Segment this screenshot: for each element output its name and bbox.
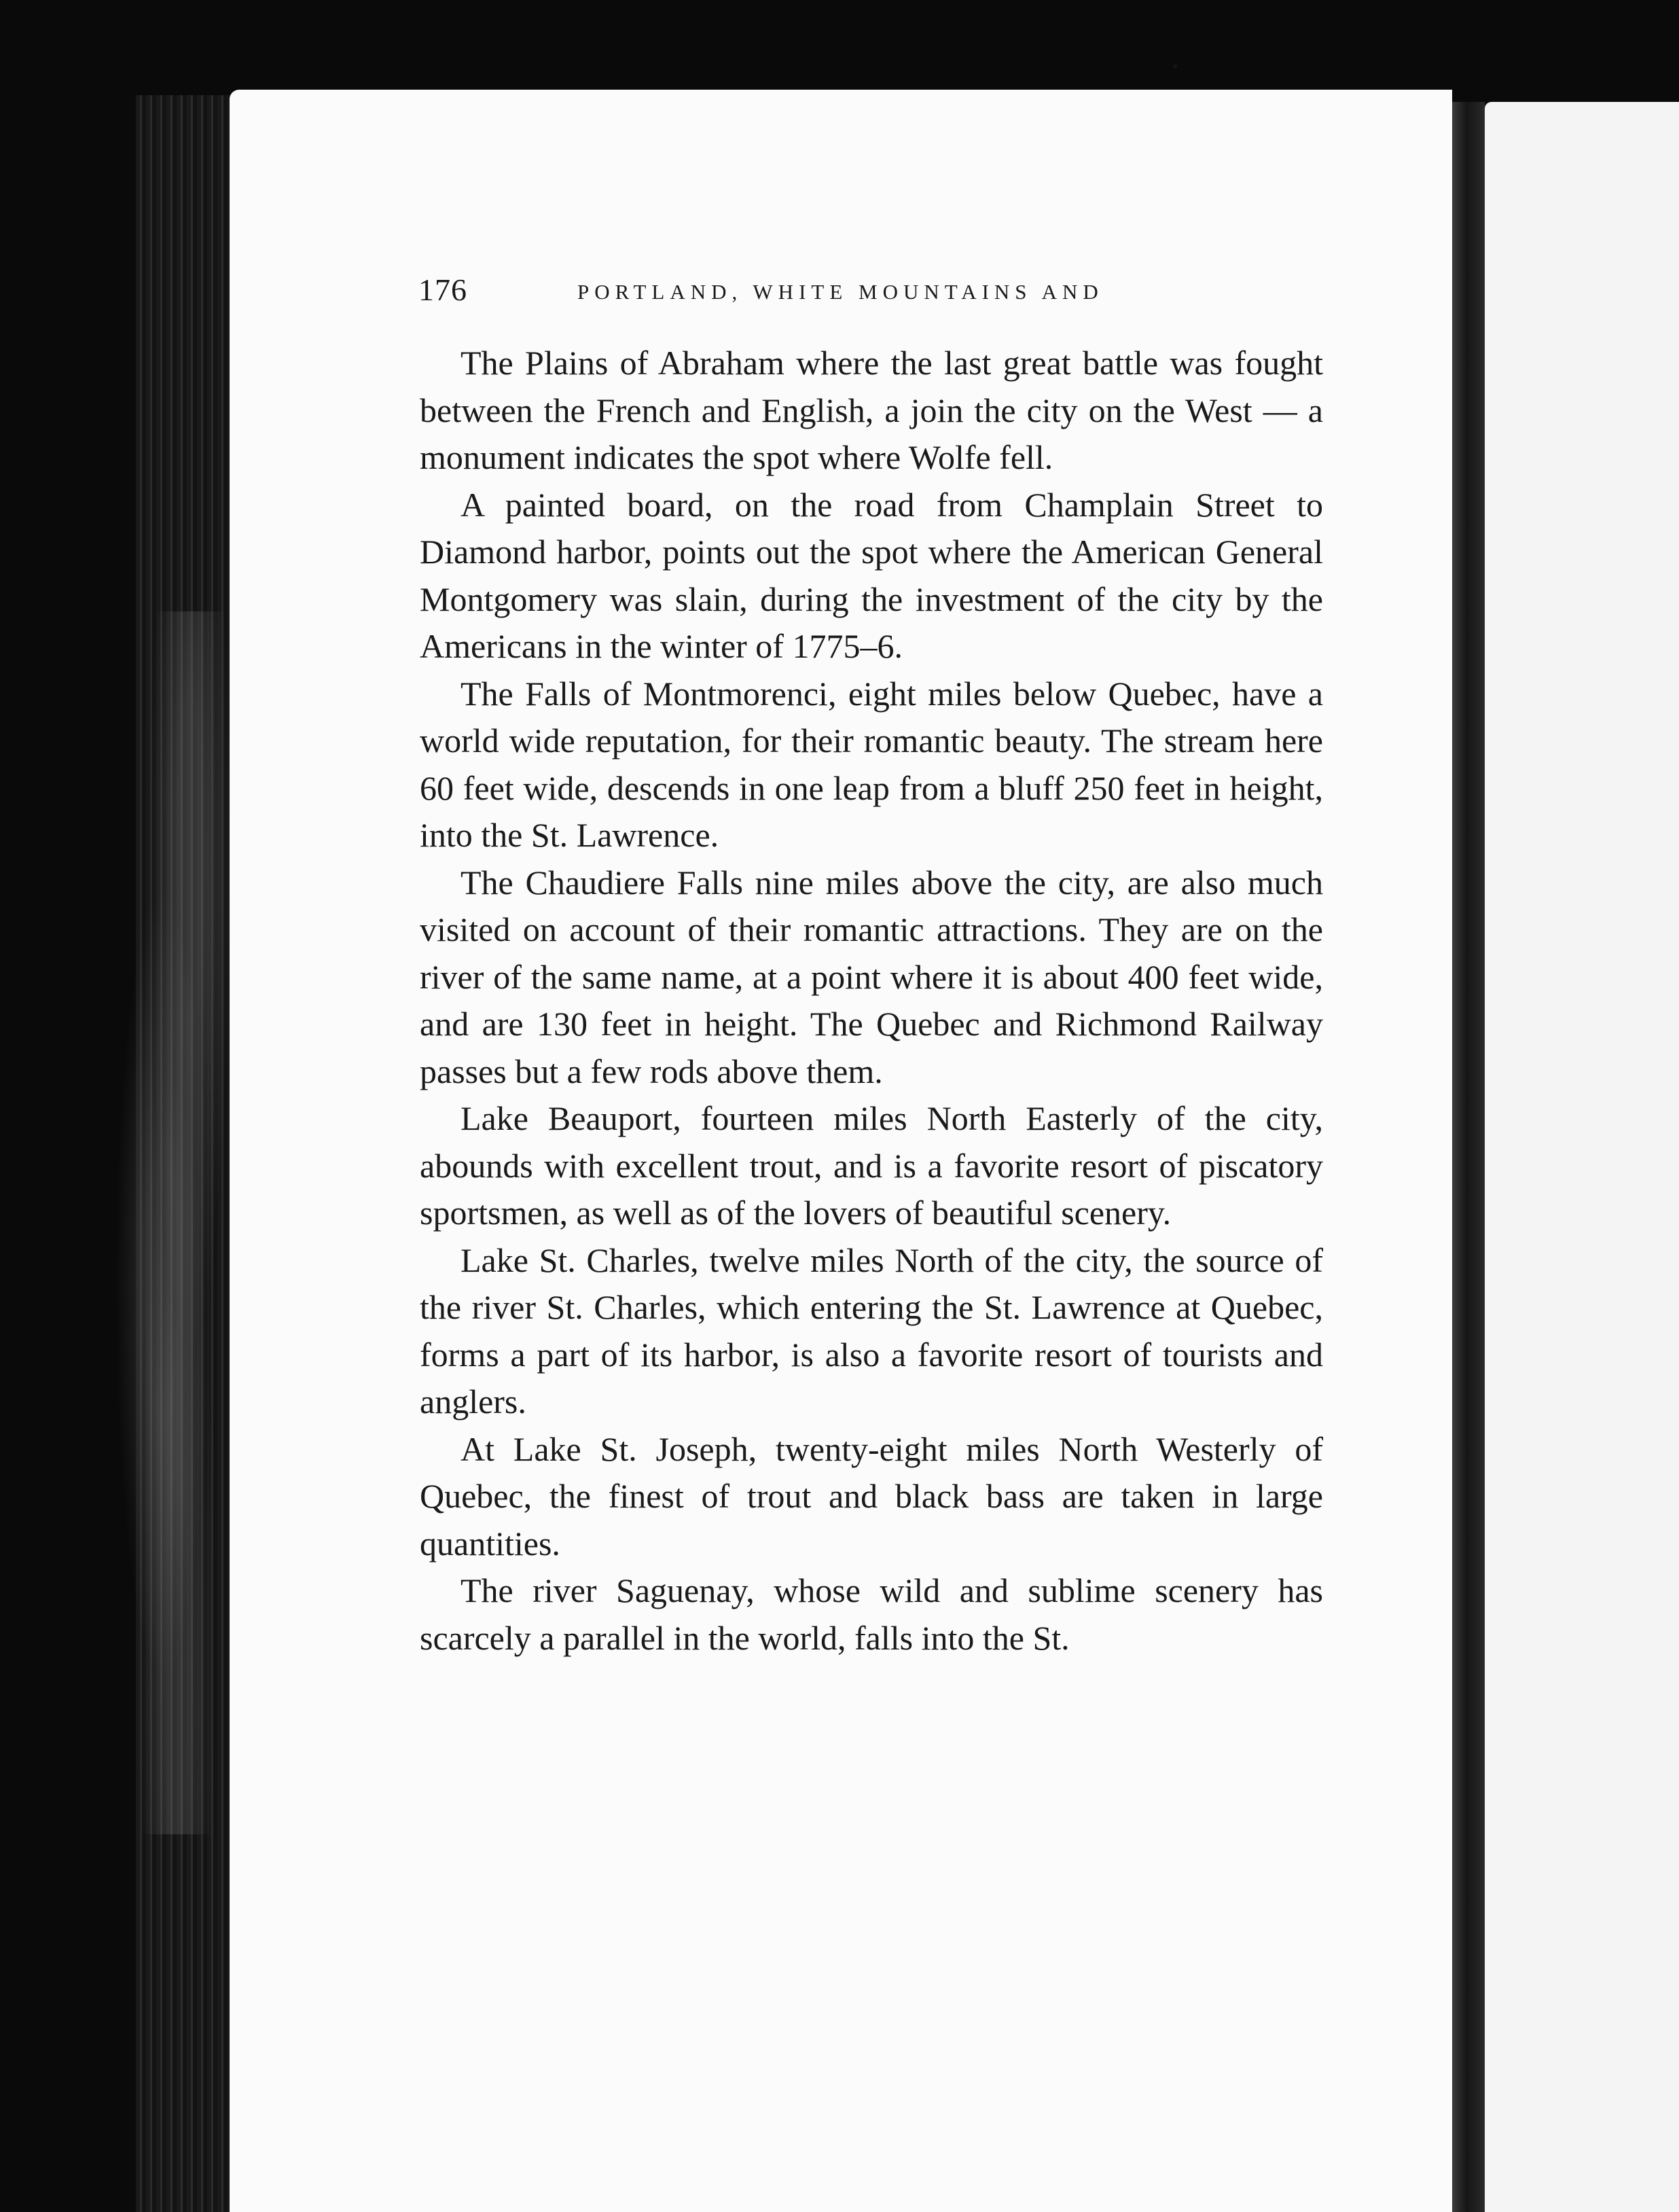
paragraph-montmorenci-falls: The Falls of Montmorenci, eight miles below Quebec, have a world wide reputation, for their romantic beauty. The stream here 60 feet wide, descends in one leap from a bluff 250 feet in height, into the St. Lawrence. [420, 674, 1323, 854]
body-text [420, 340, 1323, 1662]
running-head: PORTLAND, WHITE MOUNTAINS AND [577, 280, 1104, 304]
paragraph-lake-beauport: Lake Beauport, fourteen miles North Easterly of the city, abounds with excellent trout, and is a favorite resort of piscatory sportsmen, as well as of the lovers of beautiful scenery. [420, 1099, 1323, 1232]
page-number: 176 [418, 272, 467, 307]
page-header [418, 272, 1199, 313]
paragraph-lake-st-joseph: At Lake St. Joseph, twenty-eight miles North Westerly of Quebec, the finest of trout and black bass are taken in large quantities. [420, 1429, 1323, 1563]
paragraph-lake-st-charles: Lake St. Charles, twelve miles North of the city, the source of the river St. Charles, which entering the St. Lawrence at Quebec, forms a part of its harbor, is also a favorite resort of tourists and anglers. [420, 1241, 1323, 1421]
paragraph-chaudiere-falls: The Chaudiere Falls nine miles above the city, are also much visited on account of their romantic attractions. They are on the river of the same name, at a point where it is about 400 feet wide, and are 130 feet in height. The Quebec and Richmond Railway passes but a few rods above them. [420, 863, 1323, 1090]
book-gutter-shadow [1452, 102, 1485, 2212]
paragraph-saguenay: The river Saguenay, whose wild and sublime scenery has scarcely a parallel in the world, falls into the St. [420, 1571, 1323, 1657]
paragraph-montgomery: A painted board, on the road from Champlain Street to Diamond harbor, points out the spot where the American General Montgomery was slain, during the investment of the city by the Americans in the winter of 1775–6. [420, 485, 1323, 665]
paragraph-plains-of-abraham: The Plains of Abraham where the last great battle was fought between the French and English, a join the city on the West — a monument indicates the spot where Wolfe fell. [420, 344, 1323, 476]
facing-page-edge [1485, 102, 1679, 2212]
page-edge-stains [109, 611, 245, 1834]
